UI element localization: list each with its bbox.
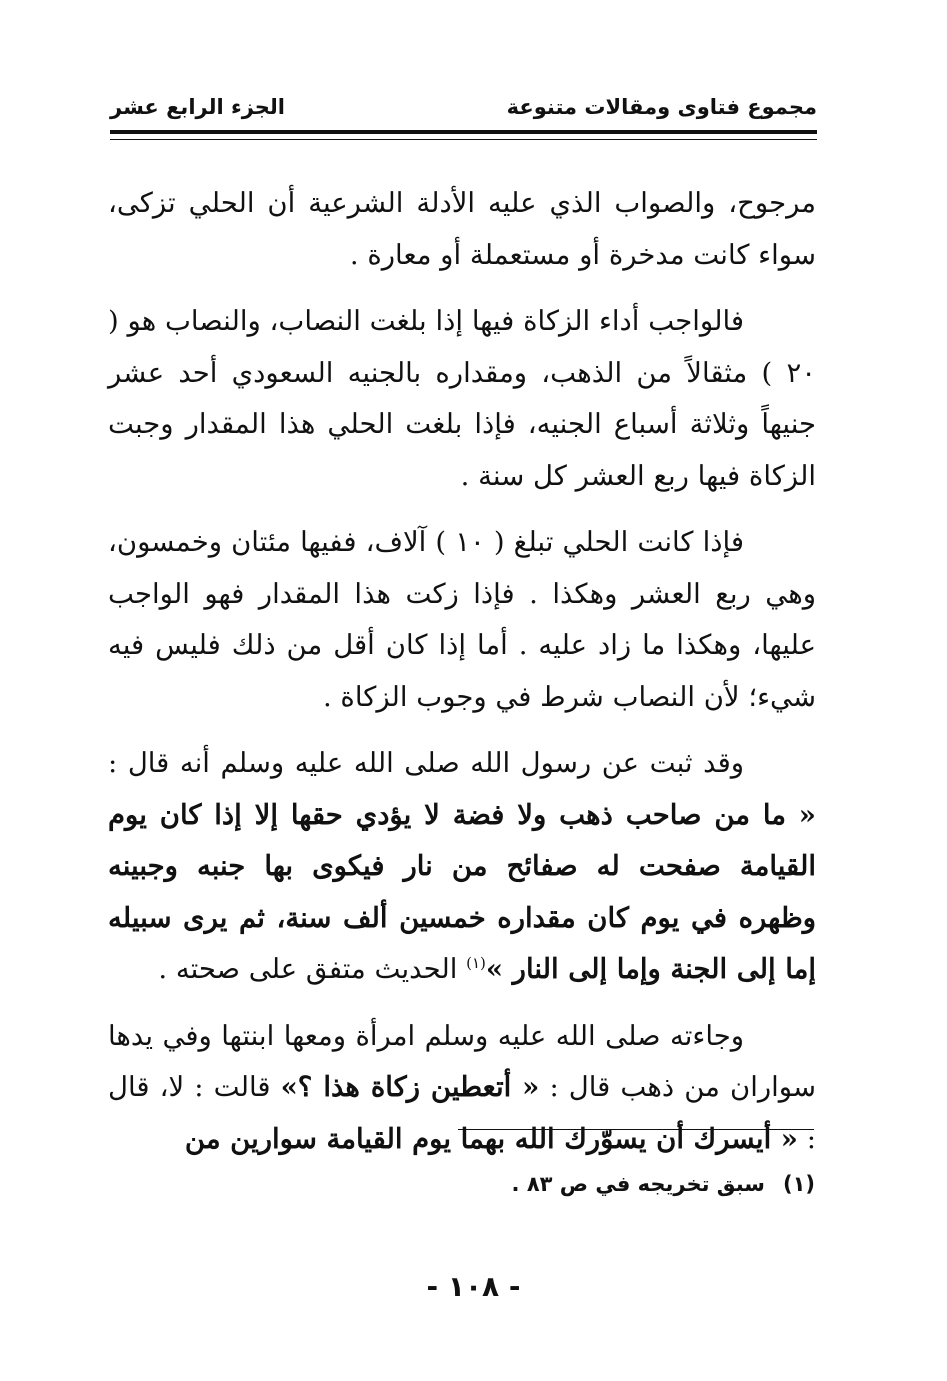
header-rule-thin — [110, 139, 817, 140]
paragraph-2 — [108, 296, 816, 502]
book-title: مجموع فتاوى ومقالات متنوعة — [506, 95, 817, 119]
paragraph-2-text: فالواجب أداء الزكاة فيها إذا بلغت النصاب، والنصاب هو ( ٢٠ ) مثقالاً من الذهب، ومقداره بالجنيه السعودي أحد عشر جنيهاً وثلاثة أسباع الجنيه، فإذا بلغت الحلي هذا المقدار وجبت الزكاة فيها ربع العشر كل سنة . — [108, 305, 816, 492]
hadith-question: « أتعطين زكاة هذا ؟» — [280, 1071, 540, 1103]
footnote — [512, 1172, 815, 1196]
header-rule-thick — [110, 130, 817, 134]
paragraph-4 — [108, 738, 816, 996]
main-text — [108, 178, 816, 1180]
volume-label: الجزء الرابع عشر — [110, 95, 285, 119]
paragraph-3 — [108, 517, 816, 723]
footnote-separator — [458, 1129, 814, 1130]
paragraph-5 — [108, 1011, 816, 1166]
footnote-text: سبق تخريجه في ص ٨٣ . — [511, 1172, 765, 1196]
page-number: - ١٠٨ - — [426, 1270, 521, 1303]
paragraph-1: مرجوح، والصواب الذي عليه الأدلة الشرعية أن الحلي تزكى، سواء كانت مدخرة أو مستعملة أو معارة . — [108, 187, 816, 271]
hadith-quote: « ما من صاحب ذهب ولا فضة لا يؤدي حقها إلا إذا كان يوم القيامة صفحت له صفائح من نار فيكوى بها جنبه وجبينه وظهره في يوم كان مقداره خمسين ألف سنة، ثم يرى سبيله إما إلى الجنة وإما إلى النار » — [108, 798, 816, 985]
hadith-intro: وقد ثبت عن رسول الله صلى الله عليه وسلم أنه قال : — [108, 747, 744, 779]
running-header — [110, 95, 817, 127]
paragraph-3-text: فإذا كانت الحلي تبلغ ( ١٠ ) آلاف، ففيها مئتان وخمسون، وهي ربع العشر وهكذا . فإذا زكت هذا المقدار فهو الواجب عليها، وهكذا ما زاد عليه . أما إذا كان أقل من ذلك فليس فيه شيء؛ لأن النصاب شرط في وجوب الزكاة . — [108, 526, 816, 713]
paragraph-5-text-b: قالت : لا، قال : — [108, 1071, 816, 1155]
hadith-continuation: « أيسرك أن يسوّرك الله بهما يوم القيامة سوارين من — [184, 1122, 798, 1155]
hadith-grading: الحديث متفق على صحته . — [158, 953, 467, 985]
footnote-number: (١) — [782, 1172, 815, 1196]
paragraph-5-text-a: وجاءته صلى الله عليه وسلم امرأة ومعها ابنتها وفي يدها سواران من ذهب قال : — [108, 1019, 816, 1103]
footnote-reference: (١) — [466, 953, 486, 972]
